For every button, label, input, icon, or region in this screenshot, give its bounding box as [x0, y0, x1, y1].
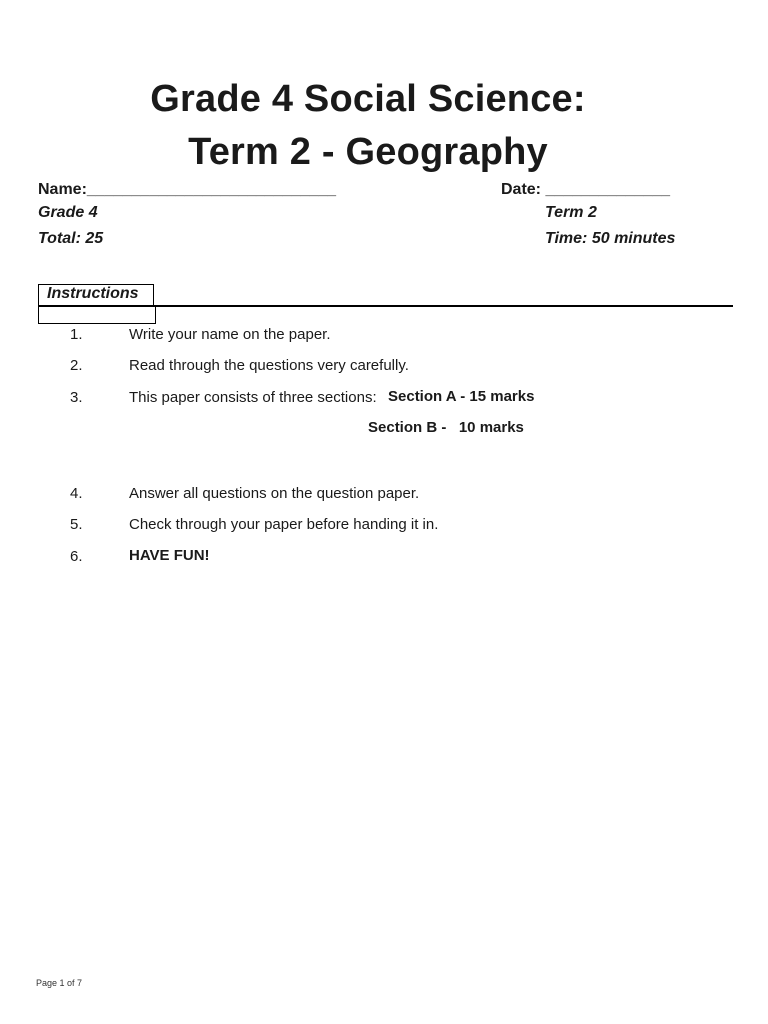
list-item-number: 6. — [70, 548, 83, 565]
list-item: Read through the questions very carefully. — [129, 357, 409, 374]
term-label: Term 2 — [545, 204, 597, 221]
list-item: Answer all questions on the question paper. — [129, 485, 420, 502]
list-item-number: 4. — [70, 485, 83, 502]
instructions-heading: Instructions — [47, 285, 139, 302]
list-item-number: 1. — [70, 326, 83, 343]
list-item: This paper consists of three sections: — [129, 389, 377, 406]
list-item-number: 5. — [70, 516, 83, 533]
section-b-marks: Section B - 10 marks — [368, 419, 524, 436]
document-title-line2: Term 2 - Geography — [188, 131, 548, 173]
document-title-line1: Grade 4 Social Science: — [150, 78, 586, 120]
grade-label: Grade 4 — [38, 204, 98, 221]
list-item: Write your name on the paper. — [129, 326, 331, 343]
list-item: Check through your paper before handing it in. — [129, 516, 439, 533]
list-item: HAVE FUN! — [129, 547, 210, 564]
page-number: Page 1 of 7 — [36, 978, 83, 988]
list-item-number: 2. — [70, 357, 83, 374]
section-a-marks: Section A - 15 marks — [388, 388, 535, 405]
total-marks-label: Total: 25 — [38, 230, 104, 247]
time-label: Time: 50 minutes — [545, 230, 676, 247]
list-item-number: 3. — [70, 389, 83, 406]
name-field-label: Name:____________________________ — [38, 181, 337, 198]
instructions-heading-box-lower — [38, 306, 156, 324]
date-field-label: Date: ______________ — [501, 181, 671, 198]
